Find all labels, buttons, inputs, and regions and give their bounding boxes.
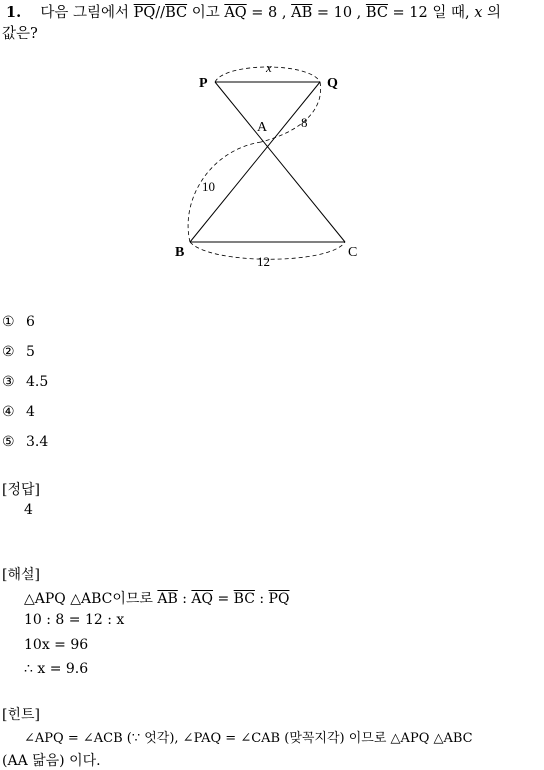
similarity-statement: △APQ △ABC이므로: [24, 591, 153, 607]
ratio-equals: =: [213, 591, 234, 607]
question-text-prefix: 다음 그림에서: [40, 5, 130, 21]
label-b: B: [175, 245, 185, 260]
question-and: 이고: [191, 5, 220, 21]
explanation-heading: [해설]: [2, 567, 40, 583]
ab-value: = 10 ,: [316, 5, 362, 21]
label-a: A: [257, 120, 268, 135]
choice-value: 4: [26, 404, 35, 420]
arc-10: [188, 142, 261, 242]
ratio-aq: $\overline{AQ}$: [191, 591, 214, 607]
explanation-line-1: [24, 588, 289, 608]
segment-qb-line: [190, 82, 320, 242]
choice-value: 3.4: [26, 434, 49, 450]
segment-pq: $\overline{PQ}$: [133, 5, 156, 21]
ratio-bc: $\overline{BC}$: [233, 591, 255, 607]
bc-value: = 12 일 때,: [392, 5, 470, 21]
geometry-figure: [0, 0, 544, 300]
hint-line-2: (AA 닮음) 이다.: [2, 753, 101, 769]
ratio-pq: $\overline{PQ}$: [268, 591, 290, 607]
answer-heading: [정답]: [2, 482, 40, 498]
ratio-colon-1: :: [177, 591, 192, 607]
arc-8: [261, 82, 321, 142]
answer-value: 4: [24, 502, 33, 518]
choice-marker: ④: [2, 404, 15, 420]
choice-value: 4.5: [26, 374, 49, 390]
choice-5[interactable]: [2, 434, 48, 450]
hint-heading: [힌트]: [2, 707, 40, 723]
label-8: 8: [301, 115, 308, 130]
choice-marker: ①: [2, 314, 15, 330]
choice-marker: ②: [2, 344, 15, 360]
aq-value: = 8 ,: [251, 5, 287, 21]
choice-value: 6: [26, 314, 35, 330]
segment-ab: $\overline{AB}$: [291, 5, 313, 21]
label-10: 10: [202, 179, 215, 194]
ratio-ab: $\overline{AB}$: [157, 591, 178, 607]
choice-2[interactable]: [2, 344, 35, 360]
label-x: x: [266, 60, 272, 75]
explanation-line-2: 10 : 8 = 12 : x: [24, 612, 125, 628]
choice-1[interactable]: [2, 314, 35, 330]
segment-aq: $\overline{AQ}$: [224, 5, 247, 21]
explanation-line-4: ∴ x = 9.6: [24, 661, 89, 677]
parallel-symbol: //: [155, 5, 166, 21]
choice-marker: ③: [2, 374, 15, 390]
question-line-2: 값은?: [2, 26, 38, 42]
choice-value: 5: [26, 344, 35, 360]
question-of: 의: [487, 5, 502, 21]
variable-x: x: [474, 5, 483, 21]
ratio-colon-2: :: [254, 591, 269, 607]
question-number: 1.: [6, 4, 22, 21]
segment-bc: $\overline{BC}$: [165, 5, 188, 21]
choice-4[interactable]: [2, 404, 35, 420]
label-q: Q: [327, 76, 338, 91]
label-12: 12: [257, 254, 270, 269]
segment-pc-line: [215, 82, 345, 242]
hint-line-1: ∠APQ = ∠ACB (∵ 엇각), ∠PAQ = ∠CAB (맞꼭지각) 이므로 △APQ △ABC: [24, 731, 473, 746]
explanation-line-3: 10x = 96: [24, 637, 89, 653]
label-p: P: [199, 76, 208, 91]
segment-bc-2: $\overline{BC}$: [365, 5, 388, 21]
choice-marker: ⑤: [2, 434, 15, 450]
choice-3[interactable]: [2, 374, 48, 390]
label-c: C: [348, 245, 358, 260]
